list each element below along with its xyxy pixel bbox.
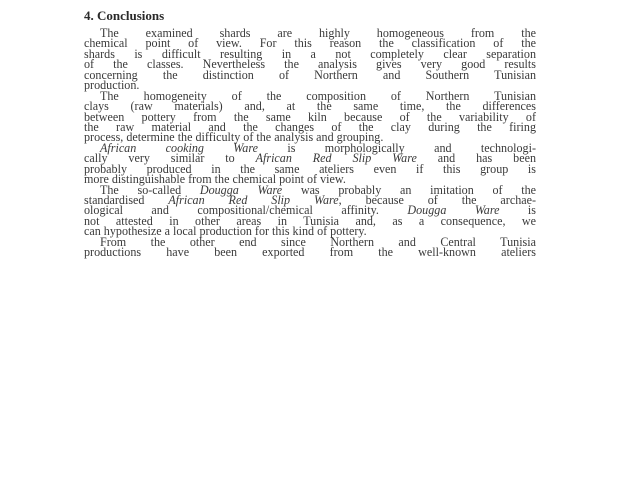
text-run: concerning the distinction of Northern and Southern Tunisian [84, 67, 536, 82]
italic-term: African Red Slip Ware [255, 151, 417, 166]
text-run: is morphologically and technologi- [257, 140, 536, 155]
italic-term: Dougga Ware [199, 182, 283, 197]
text-run: of the classes. Nevertheless the analysis gives very good results [84, 57, 536, 72]
italic-term: African Red Slip Ware [168, 193, 339, 207]
text-run: chemical point of view. For this reason the classification of the [84, 36, 536, 51]
text-run: shards is difficult resulting in a not completely clear separation [84, 46, 536, 61]
text-run: not attested in other areas in Tunisia and, as a consequence, we [84, 213, 536, 228]
text-run: between pottery from the same kiln because of the variability of [84, 109, 536, 124]
text-run: production. [84, 78, 140, 93]
text-run: the raw material and the changes of the clay during the firing [84, 119, 536, 134]
text-run: productions have been exported from the well-known ateliers [84, 245, 536, 260]
text-run: was probably an imitation of the [282, 182, 537, 197]
italic-term: Dougga Ware [407, 203, 500, 218]
text-run: cally very similar to [84, 151, 256, 166]
text-run: The examined shards are highly homogeneous from the [100, 26, 536, 40]
text-run: can hypothesize a local production for this kind of pottery. [84, 224, 367, 239]
section-heading: 4. Conclusions [84, 8, 165, 23]
text-run: more distinguishable from the chemical point of view. [84, 172, 346, 187]
text-run: clays (raw materials) and, at the same time, the differences [84, 99, 536, 114]
text-run: , because of the archae- [338, 193, 536, 207]
text-run: process, determine the difficulty of the analysis and grouping. [84, 130, 384, 145]
text-run: The homogeneity of the composition of Northern Tunisian [100, 88, 536, 103]
text-run: is [499, 203, 536, 218]
text-run: ological and compositional/chemical affinity. [84, 203, 408, 218]
text-run: standardised [84, 193, 169, 207]
text-line [84, 67, 536, 82]
body-text [84, 28, 536, 258]
text-run: and has been [416, 151, 536, 166]
text-line [84, 245, 536, 260]
text-run: From the other end since Northern and Central Tunisia [100, 234, 536, 249]
text-run: The so-called [100, 182, 200, 197]
italic-term: African cooking Ware [100, 140, 258, 155]
text-run: probably produced in the same ateliers even if this group is [84, 161, 536, 176]
document-page [84, 8, 536, 258]
